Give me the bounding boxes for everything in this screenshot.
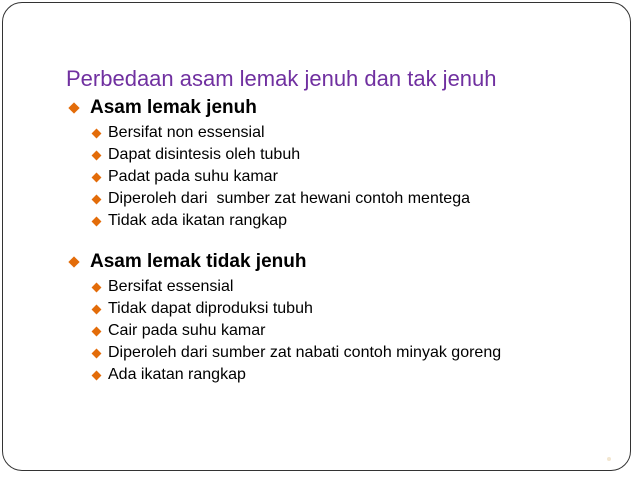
corner-mark <box>607 457 611 461</box>
list-item-text: Bersifat essensial <box>108 278 234 295</box>
list-item-text: Dapat disintesis oleh tubuh <box>108 146 301 163</box>
list-item <box>92 276 618 298</box>
diamond-bullet-icon <box>92 172 102 182</box>
list-item <box>92 364 618 386</box>
section-saturated <box>68 96 618 232</box>
diamond-bullet-icon <box>92 370 102 380</box>
list-item <box>92 298 618 320</box>
list-item <box>92 342 618 364</box>
diamond-bullet-icon <box>68 256 79 267</box>
diamond-bullet-icon <box>92 128 102 138</box>
diamond-bullet-icon <box>92 216 102 226</box>
diamond-bullet-icon <box>92 348 102 358</box>
bullet-list <box>68 122 618 232</box>
diamond-bullet-icon <box>92 194 102 204</box>
diamond-bullet-icon <box>92 150 102 160</box>
slide-content <box>68 96 618 386</box>
list-item <box>92 188 618 210</box>
diamond-bullet-icon <box>92 326 102 336</box>
list-item-text: Cair pada suhu kamar <box>108 322 266 339</box>
list-item-text: Ada ikatan rangkap <box>108 366 246 383</box>
list-item-text: Diperoleh dari sumber zat hewani contoh mentega <box>108 190 470 207</box>
diamond-bullet-icon <box>92 304 102 314</box>
list-item-text: Tidak dapat diproduksi tubuh <box>108 300 313 317</box>
list-item-text: Bersifat non essensial <box>108 124 265 141</box>
list-item-text: Tidak ada ikatan rangkap <box>108 212 288 229</box>
bullet-list <box>68 276 618 386</box>
list-item <box>92 210 618 232</box>
list-item-text: Padat pada suhu kamar <box>108 168 278 185</box>
section-heading-text: Asam lemak tidak jenuh <box>90 251 307 272</box>
section-heading <box>68 96 618 120</box>
list-item <box>92 166 618 188</box>
list-item <box>92 320 618 342</box>
slide-title: Perbedaan asam lemak jenuh dan tak jenuh <box>66 66 497 91</box>
diamond-bullet-icon <box>92 282 102 292</box>
list-item <box>92 122 618 144</box>
section-unsaturated <box>68 250 618 386</box>
section-heading-text: Asam lemak jenuh <box>90 97 257 118</box>
diamond-bullet-icon <box>68 102 79 113</box>
list-item-text: Diperoleh dari sumber zat nabati contoh minyak goreng <box>108 344 502 361</box>
list-item <box>92 144 618 166</box>
section-heading <box>68 250 618 274</box>
